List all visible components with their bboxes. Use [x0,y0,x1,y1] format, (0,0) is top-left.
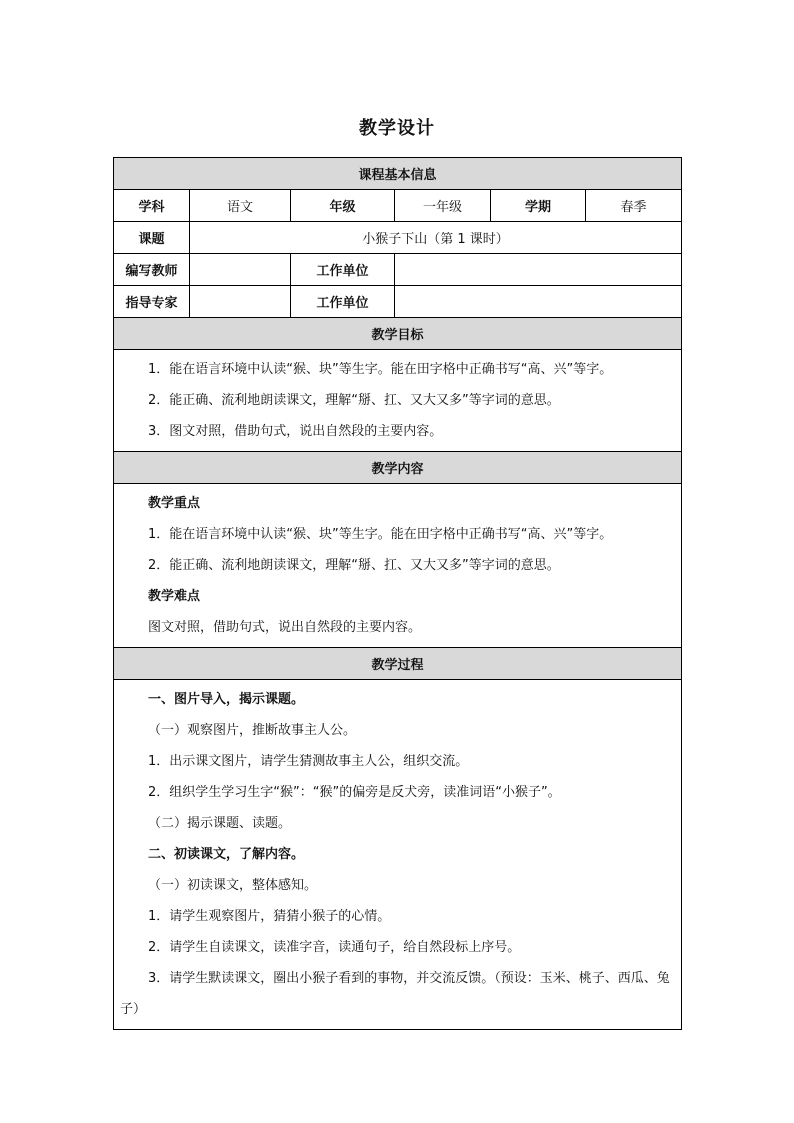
process-step: 2．请学生自读课文，读准字音，读通句子，给自然段标上序号。 [148,940,521,955]
basic-info-header: 课程基本信息 [114,158,682,190]
process-body [114,680,682,1030]
process-step: 一、图片导入，揭示课题。 [148,692,305,707]
objectives-body [114,350,682,452]
grade-label: 年级 [291,190,395,222]
advisor-value [190,286,291,318]
process-step: 二、初读课文，了解内容。 [148,847,305,862]
term-value: 春季 [586,190,682,222]
term-label: 学期 [491,190,586,222]
process-step: 2．组织学生学习生字“猴”：“猴”的偏旁是反犬旁，读准词语“小猴子”。 [148,785,561,800]
process-step: （一）观察图片，推断故事主人公。 [148,723,357,738]
advisor-label: 指导专家 [114,286,190,318]
author-unit-label: 工作单位 [291,254,395,286]
document-title: 教学设计 [359,118,435,139]
key-points-label: 教学重点 [148,496,201,511]
process-step: 3．请学生默读课文，圈出小猴子看到的事物，并交流反馈。（预设：玉米、桃子、西瓜、兔子） [120,971,670,1017]
author-value [190,254,291,286]
key-point-item: 2．能正确、流利地朗读课文，理解“掰、扛、又大又多”等字词的意思。 [148,558,560,573]
process-step: 1．请学生观察图片，猜猜小猴子的心情。 [148,909,391,924]
author-label: 编写教师 [114,254,190,286]
process-header: 教学过程 [114,648,682,680]
process-step: 1．出示课文图片，请学生猜测故事主人公，组织交流。 [148,754,469,769]
content-body [114,484,682,648]
subject-label: 学科 [114,190,190,222]
process-step: （二）揭示课题、读题。 [148,816,292,831]
content-header: 教学内容 [114,452,682,484]
advisor-unit-label: 工作单位 [291,286,395,318]
topic-value: 小猴子下山（第 1 课时） [190,222,682,254]
grade-value: 一年级 [395,190,491,222]
key-point-item: 1．能在语言环境中认读“猴、块”等生字。能在田字格中正确书写“高、兴”等字。 [148,527,613,542]
process-step: （一）初读课文，整体感知。 [148,878,318,893]
advisor-unit-value [395,286,682,318]
objective-item: 3．图文对照，借助句式，说出自然段的主要内容。 [148,424,443,439]
lesson-plan-table [113,157,682,1030]
objectives-header: 教学目标 [114,318,682,350]
topic-label: 课题 [114,222,190,254]
subject-value: 语文 [190,190,291,222]
difficulty-label: 教学难点 [148,589,201,604]
author-unit-value [395,254,682,286]
difficulty-text: 图文对照，借助句式，说出自然段的主要内容。 [148,620,422,635]
objective-item: 2．能正确、流利地朗读课文，理解“掰、扛、又大又多”等字词的意思。 [148,393,560,408]
objective-item: 1．能在语言环境中认读“猴、块”等生字。能在田字格中正确书写“高、兴”等字。 [148,362,613,377]
